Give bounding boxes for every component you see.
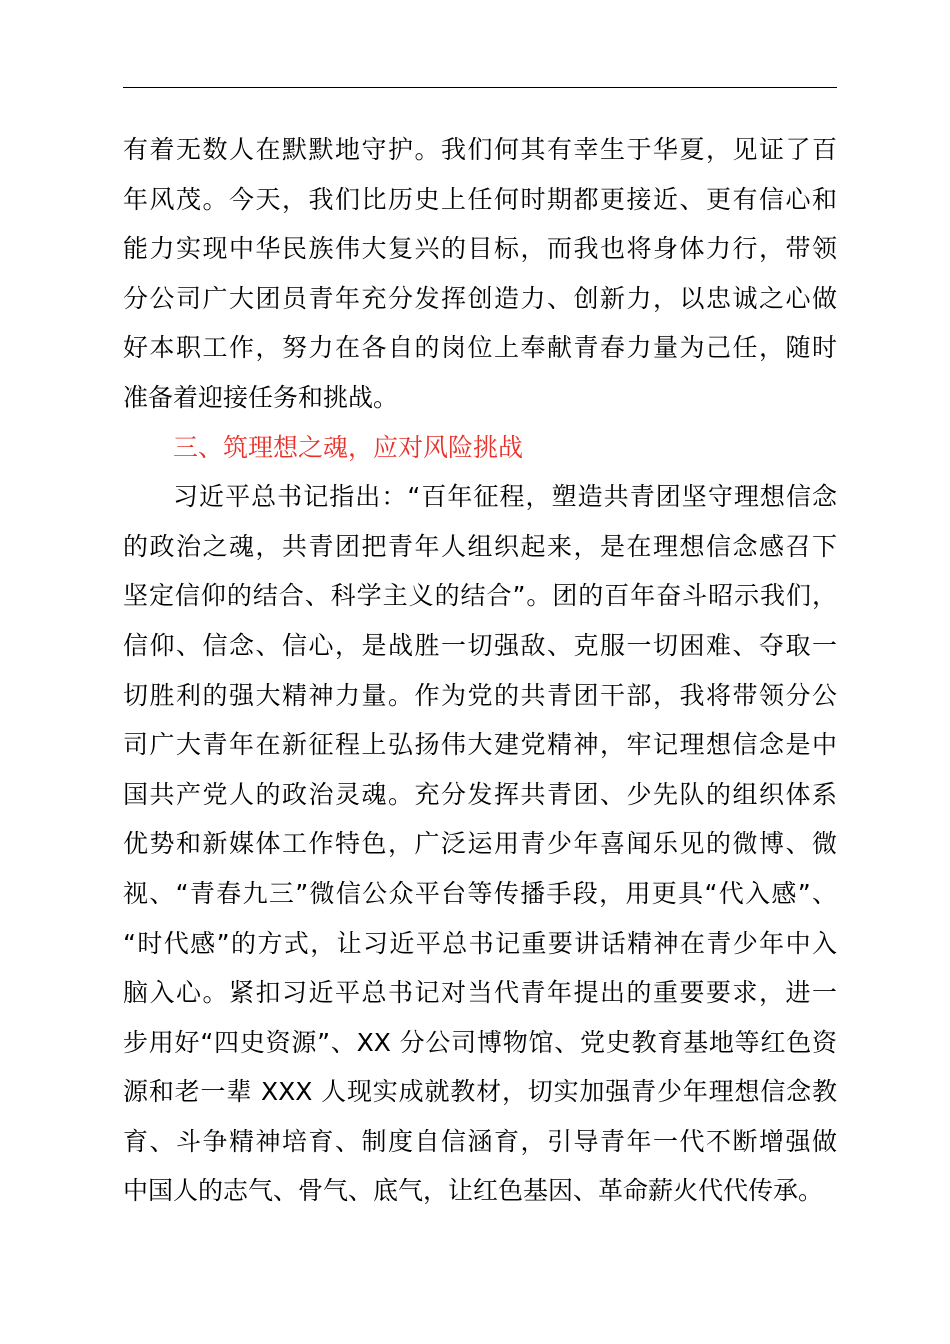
paragraph-line: 坚定信仰的结合、科学主义的结合”。团的百年奋斗昭示我们， [123,581,837,611]
paragraph-line: 育、斗争精神培育、制度自信涵育，引导青年一代不断增强做 [123,1126,837,1156]
paragraph-line: 年风茂。今天，我们比历史上任何时期都更接近、更有信心和 [123,184,837,214]
section-heading: 三、筑理想之魂，应对风险挑战 [173,432,524,462]
paragraph-line: 优势和新媒体工作特色，广泛运用青少年喜闻乐见的微博、微 [123,829,837,859]
paragraph-line: 步用好“四史资源”、XX 分公司博物馆、党史教育基地等红色资 [123,1027,837,1057]
paragraph-line: 习近平总书记指出：“百年征程，塑造共青团坚守理想信念 [173,482,837,512]
paragraph-line: 的政治之魂，共青团把青年人组织起来，是在理想信念感召下 [123,531,837,561]
paragraph-line: 能力实现中华民族伟大复兴的目标，而我也将身体力行，带领 [123,234,837,264]
paragraph-line: 准备着迎接任务和挑战。 [123,382,399,412]
paragraph-line: 切胜利的强大精神力量。作为党的共青团干部，我将带领分公 [123,680,837,710]
paragraph-line: 信仰、信念、信心，是战胜一切强敌、克服一切困难、夺取一 [123,630,837,660]
paragraph-line: “时代感”的方式，让习近平总书记重要讲话精神在青少年中入 [123,928,837,958]
paragraph-line: 有着无数人在默默地守护。我们何其有幸生于华夏，见证了百 [123,135,837,164]
paragraph-line: 视、“青春九三”微信公众平台等传播手段，用更具“代入感”、 [123,878,837,908]
paragraph-2 [123,472,837,1216]
document-body [123,125,837,1216]
paragraph-line: 国共产党人的政治灵魂。充分发挥共青团、少先队的组织体系 [123,779,837,809]
paragraph-line: 源和老一辈 XXX 人现实成就教材，切实加强青少年理想信念教 [123,1077,837,1107]
paragraph-1 [123,125,837,423]
paragraph-line: 分公司广大团员青年充分发挥创造力、创新力，以忠诚之心做 [123,283,837,313]
paragraph-line: 好本职工作，努力在各自的岗位上奉献青春力量为己任，随时 [123,333,837,363]
paragraph-line: 司广大青年在新征程上弘扬伟大建党精神，牢记理想信念是中 [123,730,837,760]
header-rule [123,87,837,88]
paragraph-line: 中国人的志气、骨气、底气，让红色基因、革命薪火代代传承。 [123,1176,824,1206]
paragraph-line: 脑入心。紧扣习近平总书记对当代青年提出的重要要求，进一 [123,978,837,1008]
